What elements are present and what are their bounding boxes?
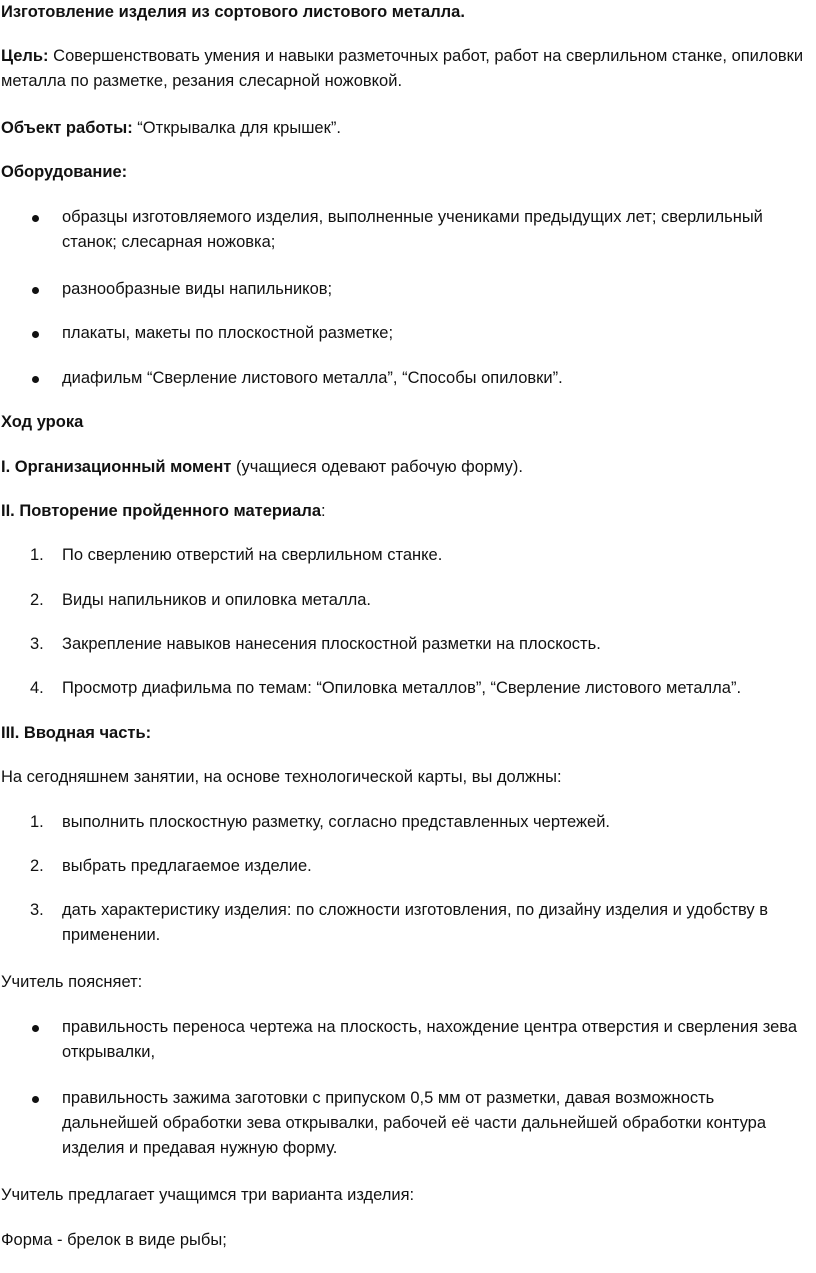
bullet-icon [32, 376, 39, 383]
bullet-icon [32, 331, 39, 338]
section-1-text: (учащиеся одевают рабочую форму). [231, 458, 523, 476]
list-item: 1. выполнить плоскостную разметку, согласно представленных чертежей. [30, 813, 611, 831]
bullet-icon [32, 287, 39, 294]
list-item: 2. выбрать предлагаемое изделие. [30, 857, 312, 875]
goal-label: Цель: [1, 47, 49, 65]
list-item: 2. Виды напильников и опиловка металла. [30, 591, 371, 609]
list-item: правильность зажима заготовки с припуском 0,5 мм от разметки, давая возможность дальнейшей обработки зева открывалки, рабочей её части дальнейшей обработки контура изделия и предавая нужную форму. [62, 1086, 814, 1161]
section-1-paragraph [1, 455, 814, 480]
section-3-heading: III. Вводная часть: [1, 724, 152, 742]
goal-paragraph [1, 44, 814, 94]
teacher-explains-heading: Учитель поясняет: [1, 973, 143, 991]
document-title: Изготовление изделия из сортового листового металла. [1, 3, 465, 21]
lesson-heading: Ход урока [1, 413, 84, 431]
section-3-intro: На сегодняшнем занятии, на основе технологической карты, вы должны: [1, 768, 562, 786]
section-2-label: II. Повторение пройденного материала [1, 502, 321, 520]
section-2-heading: II. Повторение пройденного материала: [1, 502, 326, 520]
list-item: разнообразные виды напильников; [62, 277, 814, 302]
teacher-offers-paragraph: Учитель предлагает учащимся три варианта изделия: [1, 1186, 415, 1204]
object-text: “Открывалка для крышек”. [132, 119, 341, 137]
form-line-paragraph: Форма - брелок в виде рыбы; [1, 1231, 227, 1249]
list-item: 4. Просмотр диафильма по темам: “Опиловка металлов”, “Сверление листового металла”. [30, 679, 742, 697]
object-paragraph [1, 116, 814, 141]
list-item: 3. Закрепление навыков нанесения плоскостной разметки на плоскость. [30, 635, 601, 653]
list-item: правильность переноса чертежа на плоскость, нахождение центра отверстия и сверления зева открывалки, [62, 1015, 814, 1065]
object-label: Объект работы: [1, 119, 133, 137]
bullet-icon [32, 215, 39, 222]
bullet-icon [32, 1025, 39, 1032]
list-item: плакаты, макеты по плоскостной разметке; [62, 321, 814, 346]
equipment-heading: Оборудование: [1, 163, 128, 181]
list-item: образцы изготовляемого изделия, выполненные учениками предыдущих лет; сверлильный станок; слесарная ножовка; [62, 205, 814, 255]
bullet-icon [32, 1096, 39, 1103]
list-item: диафильм “Сверление листового металла”, “Способы опиловки”. [62, 366, 814, 391]
list-item: 1. По сверлению отверстий на сверлильном станке. [30, 546, 443, 564]
section-1-label: I. Организационный момент [1, 458, 232, 476]
goal-text: Совершенствовать умения и навыки разметочных работ, работ на сверлильном станке, опиловки металла по разметке, резания слесарной ножовкой. [1, 47, 804, 90]
list-item: 3. дать характеристику изделия: по сложности изготовления, по дизайну изделия и удобству в применении. [30, 901, 768, 944]
